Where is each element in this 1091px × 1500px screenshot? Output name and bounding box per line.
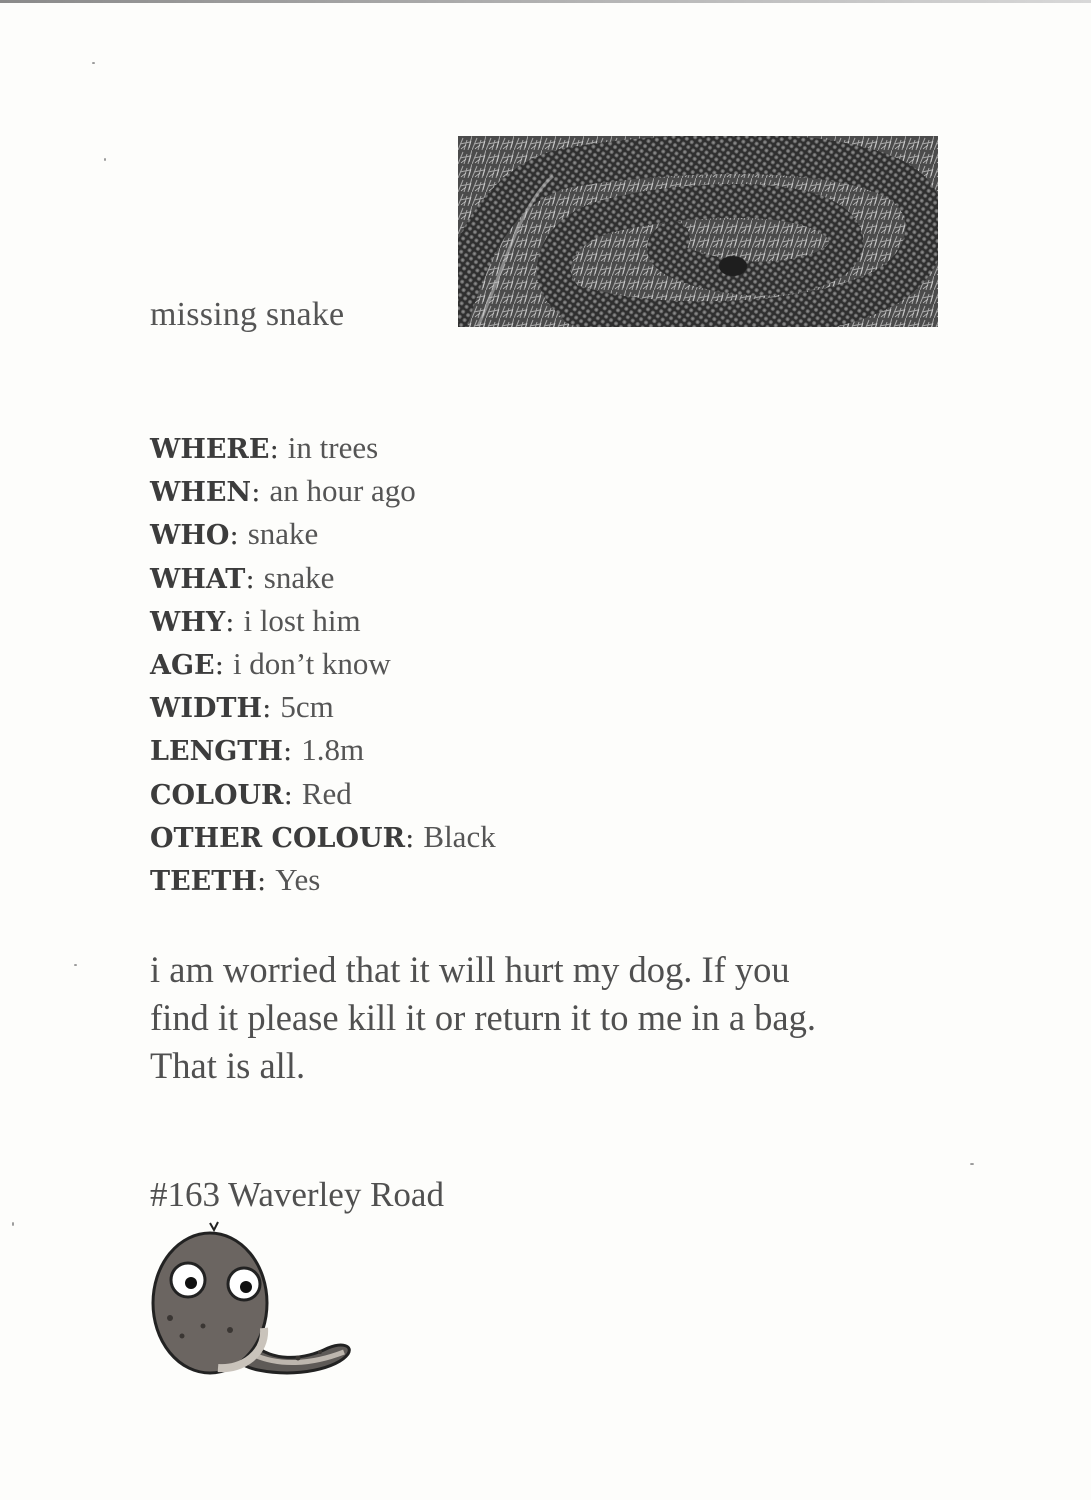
fact-label: WIDTH	[150, 693, 262, 725]
fact-width: WIDTH: 5cm	[150, 689, 334, 725]
worry-paragraph	[150, 946, 990, 1090]
fact-label: TEETH	[150, 865, 257, 897]
coiled-snake-photo	[458, 136, 938, 327]
fact-label: WHO	[150, 520, 230, 552]
fact-why: WHY: i lost him	[150, 602, 361, 638]
fact-who: WHO: snake	[150, 516, 319, 552]
fact-what: WHAT: snake	[150, 559, 335, 595]
fact-other-colour: OTHER COLOUR: Black	[150, 818, 496, 854]
fact-label: WHERE	[150, 434, 270, 465]
fact-value: snake	[263, 559, 335, 595]
top-edge-rule	[0, 0, 1091, 3]
fact-value: i don’t know	[232, 645, 391, 681]
fact-teeth: TEETH: Yes	[150, 861, 321, 897]
fact-label: WHY	[150, 606, 226, 638]
fact-label: COLOUR	[150, 779, 284, 811]
fact-when: WHEN: an hour ago	[150, 473, 416, 509]
cartoon-snake-icon	[148, 1218, 358, 1378]
fact-label: LENGTH	[150, 736, 283, 768]
fact-length: LENGTH: 1.8m	[150, 732, 365, 768]
fact-value: Red	[301, 775, 352, 811]
fact-value: Yes	[275, 861, 321, 897]
paragraph-line: i am worried that it will hurt my dog. If you	[150, 949, 790, 990]
fact-value: Black	[423, 818, 496, 854]
fact-value: 5cm	[280, 689, 334, 725]
paper-speck	[104, 158, 106, 161]
fact-value: 1.8m	[301, 732, 365, 768]
fact-label: WHEN	[150, 477, 252, 509]
paragraph-line: That is all.	[150, 1045, 306, 1086]
fact-value: an hour ago	[269, 473, 416, 509]
fact-label: WHAT	[150, 563, 246, 595]
facts-list	[150, 426, 496, 901]
fact-age: AGE: i don’t know	[150, 645, 391, 681]
paper-speck	[74, 964, 77, 966]
paper-speck	[970, 1163, 974, 1165]
fact-value: in trees	[287, 430, 379, 465]
fact-where: WHERE: in trees	[150, 430, 379, 465]
fact-colour: COLOUR: Red	[150, 775, 352, 811]
fact-label: AGE	[150, 649, 215, 681]
paper-speck	[92, 62, 95, 64]
fact-value: i lost him	[243, 602, 361, 638]
page-title: missing snake	[150, 296, 345, 333]
snake-photo	[458, 136, 938, 327]
fact-value: snake	[247, 516, 319, 552]
paragraph-line: find it please kill it or return it to me in a bag.	[150, 997, 816, 1038]
fact-label: OTHER COLOUR	[150, 822, 406, 854]
paper-speck	[12, 1222, 14, 1226]
address: #163 Waverley Road	[150, 1175, 444, 1214]
